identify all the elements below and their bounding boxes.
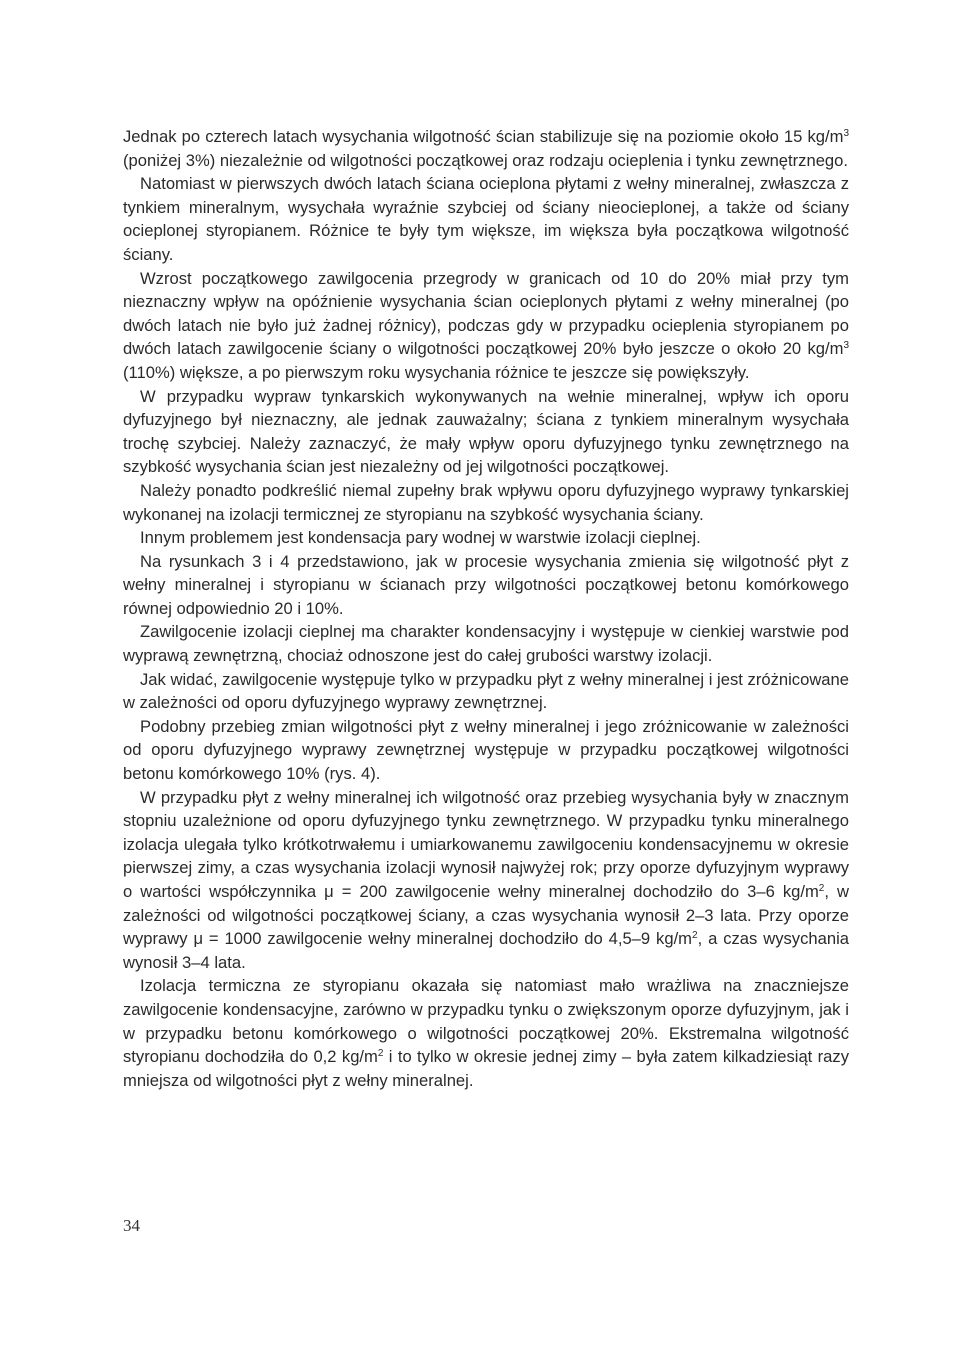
paragraph-7 — [123, 550, 849, 621]
superscript: 2 — [692, 930, 698, 942]
text-run: Jednak po czterech latach wysychania wilgotność ścian stabilizuje się na poziomie około 15 kg/m — [123, 127, 844, 146]
superscript: 2 — [377, 1048, 384, 1060]
paragraph-1 — [123, 125, 849, 172]
text-run: Podobny przebieg zmian wilgotności płyt z wełny mineralnej i jego zróżnicowanie w zależności od oporu dyfuzyjnego wyprawy zewnętrznej występuje w przypadku początkowej wilgotności betonu komórkowego 10% (rys. 4). — [123, 716, 849, 784]
superscript: 3 — [843, 128, 849, 139]
paragraph-12 — [123, 974, 849, 1092]
paragraph-4 — [123, 385, 849, 479]
text-run: Jak widać, zawilgocenie występuje tylko w przypadku płyt z wełny mineralnej i jest zróżnicowane w zależności od oporu dyfuzyjnego wyprawy zewnętrznej. — [123, 669, 849, 713]
text-run: Natomiast w pierwszych dwóch latach ściana ocieplona płytami z wełny mineralnej, zwłaszcza z tynkiem mineralnym, wysychała wyraźnie szybciej od ściany nieocieplonej, a także od ściany ocieplonej styropianem. Różnice te były tym większe, im większa była początkowa wilgotność ściany. — [123, 174, 849, 264]
text-run: W przypadku płyt z wełny mineralnej ich wilgotność oraz przebieg wysychania były w znacznym stopniu uzależnione od oporu dyfuzyjnego tynku zewnętrznego. W przypadku tynku mineralnego izolacja ulegała tylko krótkotrwałemu i umiarkowanemu zawilgoceniu kondensacyjnemu w okresie pierwszej zimy, a czas wysychania izolacji wynosił najwyżej rok; przy oporze dyfuzyjnym wyprawy o wartości współczynnika μ = 200 zawilgocenie wełny mineralnej dochodziło do 3–6 kg/m — [123, 787, 849, 901]
text-run: Na rysunkach 3 i 4 przedstawiono, jak w procesie wysychania zmienia się wilgotność płyt z wełny mineralnej i styropianu w ścianach przy wilgotności początkowej betonu komórkowego równej odpowiednio 20 i 10%. — [123, 551, 849, 618]
paragraph-9 — [123, 668, 849, 715]
page-number: 34 — [123, 1216, 140, 1235]
superscript: 3 — [843, 340, 849, 352]
paragraph-11 — [123, 786, 849, 975]
text-run: (110%) większe, a po pierwszym roku wysychania różnice te jeszcze się powiększyły. — [123, 362, 750, 382]
document-body — [123, 125, 849, 1092]
paragraph-3 — [123, 267, 849, 385]
text-run: Wzrost początkowego zawilgocenia przegrody w granicach od 10 do 20% miał przy tym nieznaczny wpływ na opóźnienie wysychania ścian ocieplonych płytami z wełny mineralnej (po dwóch latach nie było już żadnej różnicy), podczas gdy w przypadku ocieplenia styropianem po dwóch latach zawilgocenie ściany o wilgotności początkowej 20% było jeszcze o około 20 kg/m — [123, 268, 849, 359]
text-run: i to tylko w okresie jednej zimy – była zatem kilkadziesiąt razy mniejsza od wilgotności płyt z wełny mineralnej. — [123, 1047, 850, 1090]
text-run: (poniżej 3%) niezależnie od wilgotności początkowej oraz rodzaju ocieplenia i tynku zewnętrznego. — [123, 150, 848, 170]
text-run: Zawilgocenie izolacji cieplnej ma charakter kondensacyjny i występuje w cienkiej warstwie pod wyprawą zewnętrzną, chociaż odnoszone jest do całej grubości warstwy izolacji. — [123, 622, 849, 666]
paragraph-8 — [123, 620, 849, 667]
superscript: 2 — [818, 883, 825, 894]
paragraph-6 — [123, 526, 849, 550]
paragraph-10 — [123, 715, 849, 786]
paragraph-5 — [123, 479, 849, 526]
text-run: , w zależności od wilgotności początkowej ściany, a czas wysychania wynosił 2–3 lata. Przy oporze wyprawy μ = 1000 zawilgocenie wełny mineralnej dochodziło do 4,5–9 kg/m — [123, 882, 849, 949]
text-run: W przypadku wypraw tynkarskich wykonywanych na wełnie mineralnej, wpływ ich oporu dyfuzyjnego był nieznaczny, ale jednak zauważalny; ściana z tynkiem mineralnym wysychała trochę szybciej. Należy zaznaczyć, że mały wpływ oporu dyfuzyjnego tynku zewnętrznego na szybkość wysychania ścian jest niezależny od jej wilgotności początkowej. — [123, 386, 849, 477]
text-run: Należy ponadto podkreślić niemal zupełny brak wpływu oporu dyfuzyjnego wyprawy tynkarskiej wykonanej na izolacji termicznej ze styropianu na szybkość wysychania ściany. — [123, 480, 849, 524]
paragraph-2 — [123, 172, 849, 266]
text-run: , a czas wysychania wynosił 3–4 lata. — [123, 929, 850, 972]
text-run: Innym problemem jest kondensacja pary wodnej w warstwie izolacji cieplnej. — [140, 528, 701, 548]
text-run: Izolacja termiczna ze styropianu okazała się natomiast mało wrażliwa na znaczniejsze zawilgocenie kondensacyjne, zarówno w przypadku tynku o zwiększonym oporze dyfuzyjnym, jak i w przypadku betonu komórkowego o wilgotności początkowej 20%. Ekstremalna wilgotność styropianu dochodziła do 0,2 kg/m — [123, 976, 849, 1067]
